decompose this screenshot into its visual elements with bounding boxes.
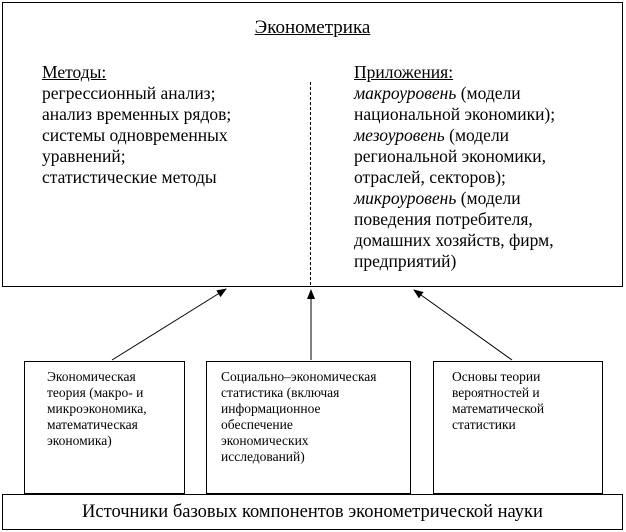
dashed-divider xyxy=(310,82,311,285)
meso-desc: отраслей, секторов); xyxy=(354,167,506,187)
meso-line: мезоуровень (модели xyxy=(354,125,510,145)
source-line: исследований) xyxy=(221,449,305,464)
micro-desc: домашних хозяйств, фирм, xyxy=(354,230,554,250)
econometrics-title: Эконометрика xyxy=(254,17,371,38)
source-line: информационное xyxy=(221,401,321,416)
micro-desc: поведения потребителя, xyxy=(354,209,533,229)
macro-desc: национальной экономики); xyxy=(354,104,556,124)
micro-line: микроуровень (модели xyxy=(354,188,521,208)
macro-line: макроуровень (модели xyxy=(354,83,521,103)
micro-term: микроуровень xyxy=(354,188,457,208)
method-item: уравнений; xyxy=(42,146,126,166)
source-line: статистики xyxy=(452,417,516,432)
meso-term: мезоуровень xyxy=(354,125,445,145)
source-line: математической xyxy=(452,401,545,416)
micro-desc: предприятий) xyxy=(354,251,457,271)
source-box-probability xyxy=(433,361,603,494)
source-line: экономика) xyxy=(47,433,112,448)
meso-desc: региональной экономики, xyxy=(354,146,547,166)
sources-caption: Источники базовых компонентов эконометрической науки xyxy=(82,502,543,522)
arrow-probability xyxy=(414,290,512,360)
applications-heading: Приложения: xyxy=(354,62,454,82)
source-line: микроэкономика, xyxy=(47,401,147,416)
macro-term: макроуровень xyxy=(354,83,457,103)
method-item: системы одновременных xyxy=(42,125,228,145)
source-line: экономических xyxy=(221,433,309,448)
applications-column xyxy=(354,62,616,272)
source-line: Основы теории xyxy=(452,369,541,384)
source-box-economic-theory xyxy=(24,361,185,494)
source-box-statistics xyxy=(206,361,411,494)
source-line: теория (макро- и xyxy=(47,385,144,400)
methods-heading: Методы: xyxy=(42,62,107,82)
source-line: Экономическая xyxy=(47,369,136,384)
source-line: статистика (включая xyxy=(221,385,340,400)
source-line: вероятностей и xyxy=(452,385,540,400)
sources-caption-box xyxy=(2,494,623,530)
method-item: регрессионный анализ; xyxy=(42,83,216,103)
source-line: обеспечение xyxy=(221,417,293,432)
source-line: Социально–экономическая xyxy=(221,369,377,384)
method-item: анализ временных рядов; xyxy=(42,104,232,124)
arrow-economic-theory xyxy=(112,289,226,360)
method-item: статистические методы xyxy=(42,167,217,187)
methods-column xyxy=(42,62,282,188)
source-line: математическая xyxy=(47,417,138,432)
